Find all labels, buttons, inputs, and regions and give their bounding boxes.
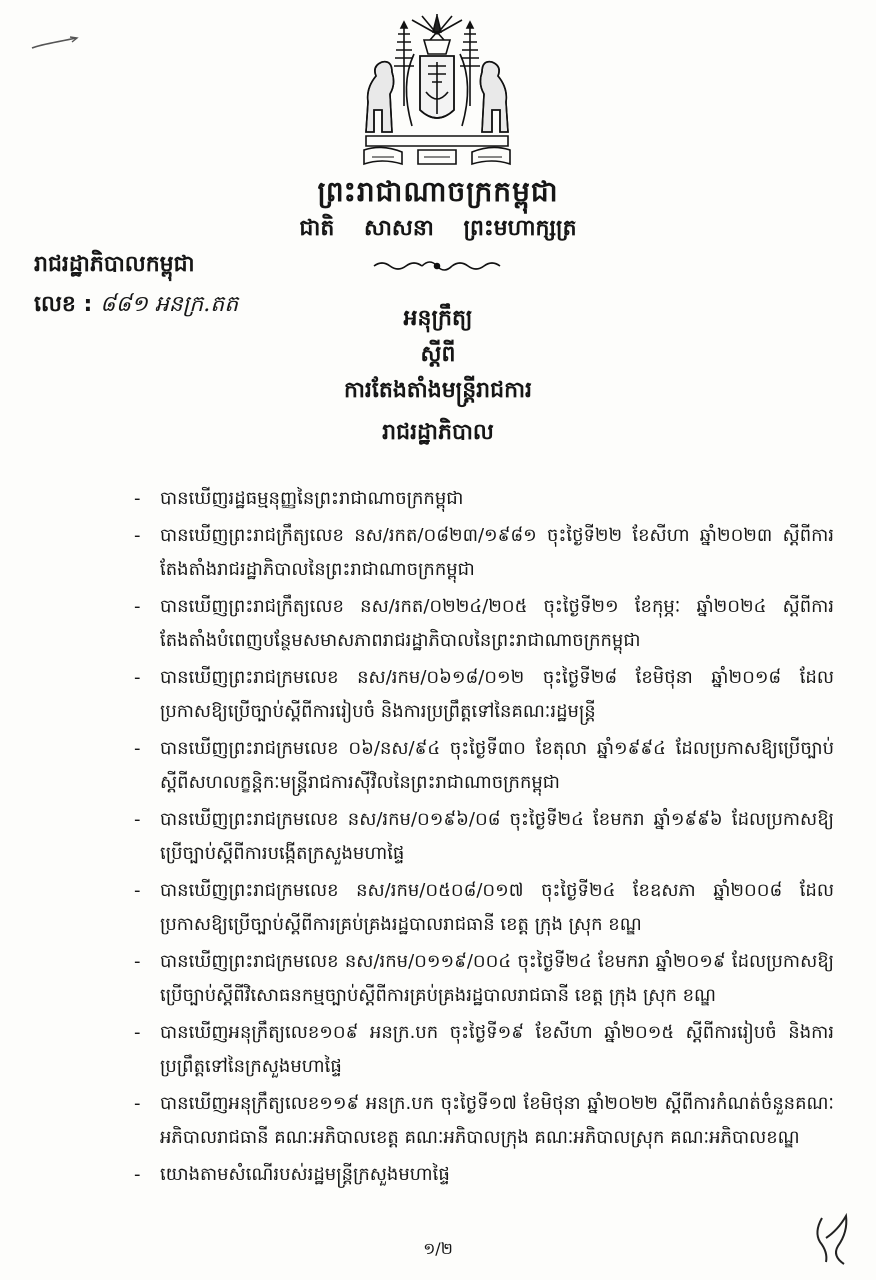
bullet-dash: - [134,738,141,759]
bullet-dash: - [134,1164,141,1185]
list-item: - បានឃើញអនុក្រឹត្យលេខ១០៩ អនក្រ.បក ចុះថ្ងៃទី១៩ ខែសីហា ឆ្នាំ២០១៥ ស្ដីពីការរៀបចំ និងការប្រព្រឹត្តទៅនៃក្រសួងមហាផ្ទៃ [134,1016,834,1084]
bullet-dash: - [134,951,141,972]
title-government: រាជរដ្ឋាភិបាល [382,420,494,445]
list-item: - បានឃើញព្រះរាជក្រមលេខ នស/រកម/០១១៩/០០៤ ចុះថ្ងៃទី២៤ ខែមករា ឆ្នាំ២០១៩ ដែលប្រកាសឱ្យប្រើច្បាប់ស្ដីពីវិសោធនកម្មច្បាប់ស្ដីពីការគ្រប់គ្រងរដ្ឋបាលរាជធានី ខេត្ត ក្រុង ស្រុក ខណ្ឌ [134,945,834,1013]
royal-coat-of-arms-emblem [362,14,512,166]
ornament-divider-icon [372,258,502,274]
number-value: ៨៨១ អនក្រ.តត [100,292,239,317]
kingdom-heading: ព្រះរាជាណាចក្រកម្ពុជា [317,175,559,208]
bullet-dash: - [134,1093,141,1114]
list-item: - បានឃើញអនុក្រឹត្យលេខ១១៩ អនក្រ.បក ចុះថ្ងៃទី១៧ ខែមិថុនា ឆ្នាំ២០២២ ស្ដីពីការកំណត់ចំនួនគណៈអភិបាលរាជធានី គណៈអភិបាលខេត្ត គណៈអភិបាលក្រុង គណៈអភិបាលស្រុក គណៈអភិបាលខណ្ឌ [134,1087,834,1155]
bullet-dash: - [134,488,141,509]
bullet-dash: - [134,596,141,617]
number-label: លេខ : [34,292,93,317]
preamble-list [134,482,834,1195]
list-item: - បានឃើញព្រះរាជក្រមលេខ នស/រកម/០១៩៦/០៨ ចុះថ្ងៃទី២៤ ខែមករា ឆ្នាំ១៩៩៦ ដែលប្រកាសឱ្យប្រើច្បាប់ស្ដីពីការបង្កើតក្រសួងមហាផ្ទៃ [134,803,834,871]
title-subject: ការតែងតាំងមន្ត្រីរាជការ [343,378,533,403]
bullet-dash: - [134,809,141,830]
bullet-dash: - [134,880,141,901]
issuing-authority: រាជរដ្ឋាភិបាលកម្ពុជា [34,252,195,277]
bullet-dash: - [134,1022,141,1043]
national-motto: ជាតិ សាសនា ព្រះមហាក្សត្រ [299,216,577,241]
bullet-dash: - [134,525,141,546]
list-item: - បានឃើញព្រះរាជក្រមលេខ ០៦/នស/៩៤ ចុះថ្ងៃទី៣០ ខែតុលា ឆ្នាំ១៩៩៤ ដែលប្រកាសឱ្យប្រើច្បាប់ស្ដីពីសហលក្ខន្តិកៈមន្ត្រីរាជការស៊ីវិលនៃព្រះរាជាណាចក្រកម្ពុជា [134,732,834,800]
list-item: - យោងតាមសំណើរបស់រដ្ឋមន្ត្រីក្រសួងមហាផ្ទៃ [134,1158,834,1192]
title-on: ស្ដីពី [420,342,456,367]
list-item: - បានឃើញរដ្ឋធម្មនុញ្ញនៃព្រះរាជាណាចក្រកម្ពុជា [134,482,834,516]
page-number: ១/២ [423,1239,453,1258]
pen-mark [30,34,80,54]
list-item: - បានឃើញព្រះរាជក្រឹត្យលេខ នស/រកត/០២២៤/២០៥ ចុះថ្ងៃទី២១ ខែកុម្ភៈ ឆ្នាំ២០២៤ ស្ដីពីការតែងតាំងបំពេញបន្ថែមសមាសភាពរាជរដ្ឋាភិបាលនៃព្រះរាជាណាចក្រកម្ពុជា [134,590,834,658]
list-item: - បានឃើញព្រះរាជក្រមលេខ នស/រកម/០៦១៨/០១២ ចុះថ្ងៃទី២៨ ខែមិថុនា ឆ្នាំ២០១៨ ដែលប្រកាសឱ្យប្រើច្បាប់ស្ដីពីការរៀបចំ និងការប្រព្រឹត្តទៅនៃគណៈរដ្ឋមន្ត្រី [134,661,834,729]
list-item: - បានឃើញព្រះរាជក្រឹត្យលេខ នស/រកត/០៨២៣/១៩៨១ ចុះថ្ងៃទី២២ ខែសីហា ឆ្នាំ២០២៣ ស្ដីពីការតែងតាំងរាជរដ្ឋាភិបាលនៃព្រះរាជាណាចក្រកម្ពុជា [134,519,834,587]
bullet-dash: - [134,667,141,688]
title-sub-decree: អនុក្រឹត្យ [403,306,473,331]
list-item: - បានឃើញព្រះរាជក្រមលេខ នស/រកម/០៥០៨/០១៧ ចុះថ្ងៃទី២៤ ខែឧសភា ឆ្នាំ២០០៨ ដែលប្រកាសឱ្យប្រើច្បាប់ស្ដីពីការគ្រប់គ្រងរដ្ឋបាលរាជធានី ខេត្ត ក្រុង ស្រុក ខណ្ឌ [134,874,834,942]
